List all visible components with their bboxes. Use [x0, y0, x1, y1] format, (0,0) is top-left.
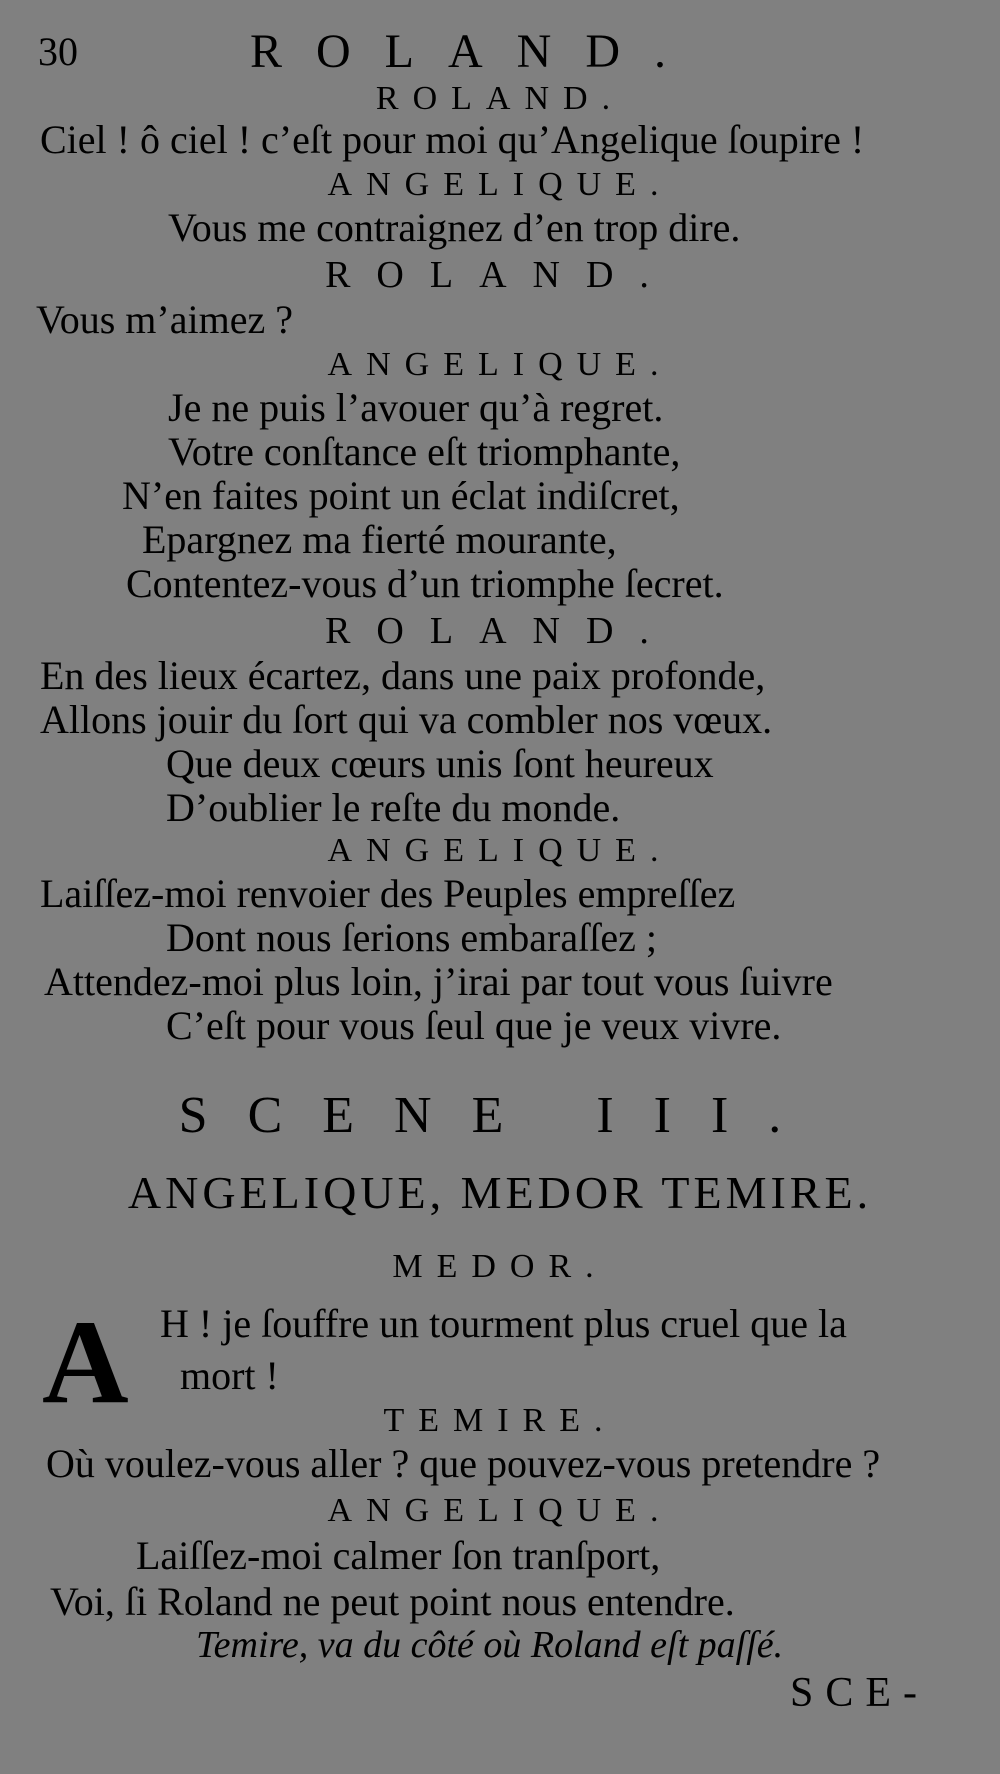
speaker-temire: TEMIRE. [383, 1402, 617, 1439]
speaker-angelique: ANGELIQUE. [327, 346, 673, 383]
scene-heading: SCENE III. [178, 1087, 822, 1144]
verse-line: Epargnez ma fierté mourante, [142, 517, 617, 562]
verse-line: Allons jouir du ſort qui va combler nos vœux. [40, 697, 773, 742]
verse-line: En des lieux écartez, dans une paix profonde, [40, 653, 766, 698]
verse-line: D’oublier le reſte du monde. [166, 785, 621, 830]
drop-capital: A [42, 1295, 129, 1428]
stage-direction: Temire, va du côté où Roland eſt paſſé. [196, 1624, 784, 1666]
verse-line: Vous me contraignez d’en trop dire. [168, 205, 741, 250]
speaker-roland: ROLAND. [325, 254, 675, 296]
verse-line: N’en faites point un éclat indiſcret, [122, 473, 680, 518]
verse-line: Attendez-moi plus loin, j’irai par tout vous ſuivre [44, 959, 833, 1004]
verse-line: Je ne puis l’avouer qu’à regret. [168, 385, 664, 430]
speaker-roland: ROLAND. [325, 610, 675, 652]
speaker-medor: MEDOR. [392, 1248, 608, 1285]
verse-line: Ciel ! ô ciel ! c’eſt pour moi qu’Angelique ſoupire ! [40, 117, 865, 162]
page-number: 30 [38, 29, 78, 74]
verse-line: mort ! [180, 1353, 279, 1398]
verse-line: C’eſt pour vous ſeul que je veux vivre. [166, 1003, 782, 1048]
speaker-angelique: ANGELIQUE. [327, 832, 673, 869]
verse-line: Laiſſez-moi calmer ſon tranſport, [136, 1533, 661, 1578]
verse-line: Vous m’aimez ? [36, 297, 293, 342]
verse-line: Laiſſez-moi renvoier des Peuples empreſſez [40, 871, 736, 916]
verse-line: Que deux cœurs unis ſont heureux [166, 741, 714, 786]
verse-line: Votre conſtance eſt triomphante, [168, 429, 681, 474]
verse-line: Voi, ſi Roland ne peut point nous entendre. [50, 1579, 735, 1624]
speaker-angelique: ANGELIQUE. [327, 1492, 673, 1529]
speaker-angelique: ANGELIQUE. [327, 166, 673, 203]
running-title: ROLAND. [250, 25, 700, 78]
verse-line: Contentez-vous d’un triomphe ſecret. [126, 561, 724, 606]
scene-cast: ANGELIQUE, MEDOR TEMIRE. [127, 1167, 873, 1218]
verse-line: H ! je ſouffre un tourment plus cruel que la [160, 1301, 847, 1346]
catchword: SCE- [790, 1670, 930, 1716]
speaker-roland: ROLAND. [375, 80, 625, 117]
verse-line: Dont nous ſerions embaraſſez ; [166, 915, 657, 960]
verse-line: Où voulez-vous aller ? que pouvez-vous pretendre ? [46, 1441, 881, 1486]
